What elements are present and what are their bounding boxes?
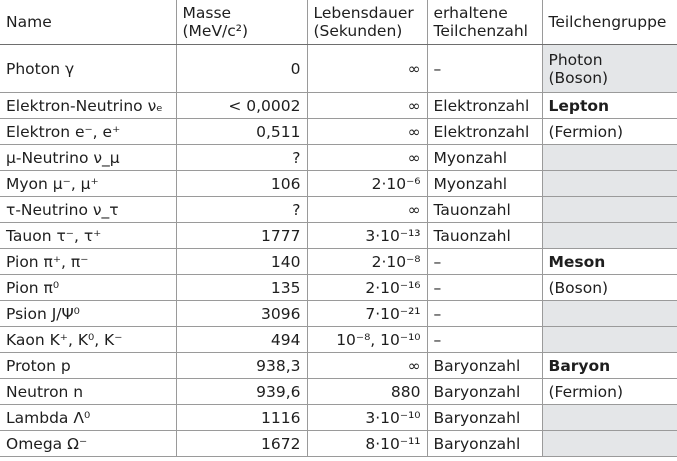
header-conserved-number: erhaltene Teilchenzahl <box>427 0 542 45</box>
cell-name: Elektron e⁻, e⁺ <box>0 119 176 145</box>
cell-mass: 0,511 <box>176 119 307 145</box>
cell-name: Tauon τ⁻, τ⁺ <box>0 223 176 249</box>
cell-name: Photon γ <box>0 45 176 93</box>
cell-group <box>542 145 677 171</box>
table-row <box>0 197 677 223</box>
cell-mass: 1777 <box>176 223 307 249</box>
table-row <box>0 275 677 301</box>
cell-mass: 1672 <box>176 431 307 457</box>
cell-lifetime: ∞ <box>307 93 427 119</box>
cell-name: Myon μ⁻, μ⁺ <box>0 171 176 197</box>
cell-group <box>542 327 677 353</box>
table-row <box>0 45 677 93</box>
table-row <box>0 145 677 171</box>
table-row <box>0 327 677 353</box>
cell-group: (Fermion) <box>542 119 677 145</box>
cell-mass: 140 <box>176 249 307 275</box>
cell-lifetime: 8·10⁻¹¹ <box>307 431 427 457</box>
cell-lifetime: 2·10⁻⁸ <box>307 249 427 275</box>
table-row <box>0 301 677 327</box>
cell-conserved: – <box>427 327 542 353</box>
cell-conserved: Tauonzahl <box>427 223 542 249</box>
cell-group: (Boson) <box>542 275 677 301</box>
cell-lifetime: ∞ <box>307 119 427 145</box>
cell-conserved: Baryonzahl <box>427 431 542 457</box>
table-row <box>0 171 677 197</box>
cell-lifetime: 3·10⁻¹⁰ <box>307 405 427 431</box>
header-lifetime: Lebensdauer (Sekunden) <box>307 0 427 45</box>
cell-conserved: Elektronzahl <box>427 119 542 145</box>
table-row <box>0 353 677 379</box>
cell-group <box>542 223 677 249</box>
table-row <box>0 223 677 249</box>
cell-group <box>542 431 677 457</box>
cell-mass: 106 <box>176 171 307 197</box>
cell-group: (Fermion) <box>542 379 677 405</box>
cell-lifetime: 880 <box>307 379 427 405</box>
cell-lifetime: 7·10⁻²¹ <box>307 301 427 327</box>
table-row <box>0 405 677 431</box>
cell-name: Pion π⁰ <box>0 275 176 301</box>
cell-lifetime: 3·10⁻¹³ <box>307 223 427 249</box>
cell-mass: 135 <box>176 275 307 301</box>
cell-group: Photon (Boson) <box>542 45 677 93</box>
cell-group: Lepton <box>542 93 677 119</box>
cell-conserved: Baryonzahl <box>427 353 542 379</box>
table-row <box>0 93 677 119</box>
cell-name: Kaon K⁺, K⁰, K⁻ <box>0 327 176 353</box>
cell-name: Psion J/Ψ⁰ <box>0 301 176 327</box>
cell-lifetime: 2·10⁻⁶ <box>307 171 427 197</box>
cell-mass: 0 <box>176 45 307 93</box>
table-row <box>0 249 677 275</box>
cell-lifetime: ∞ <box>307 353 427 379</box>
cell-name: Elektron-Neutrino νₑ <box>0 93 176 119</box>
cell-lifetime: 10⁻⁸, 10⁻¹⁰ <box>307 327 427 353</box>
cell-name: Omega Ω⁻ <box>0 431 176 457</box>
cell-lifetime: ∞ <box>307 197 427 223</box>
cell-mass: 939,6 <box>176 379 307 405</box>
cell-conserved: – <box>427 249 542 275</box>
cell-conserved: – <box>427 275 542 301</box>
cell-mass: ? <box>176 145 307 171</box>
cell-group <box>542 301 677 327</box>
cell-conserved: Myonzahl <box>427 171 542 197</box>
cell-conserved: – <box>427 45 542 93</box>
cell-mass: 1116 <box>176 405 307 431</box>
header-mass: Masse (MeV/c²) <box>176 0 307 45</box>
cell-lifetime: ∞ <box>307 145 427 171</box>
cell-conserved: Elektronzahl <box>427 93 542 119</box>
header-row <box>0 0 677 45</box>
cell-name: τ-Neutrino ν_τ <box>0 197 176 223</box>
cell-mass: < 0,0002 <box>176 93 307 119</box>
cell-name: μ-Neutrino ν_μ <box>0 145 176 171</box>
cell-name: Proton p <box>0 353 176 379</box>
table-row <box>0 431 677 457</box>
cell-conserved: – <box>427 301 542 327</box>
cell-conserved: Baryonzahl <box>427 405 542 431</box>
cell-mass: ? <box>176 197 307 223</box>
cell-lifetime: 2·10⁻¹⁶ <box>307 275 427 301</box>
cell-mass: 494 <box>176 327 307 353</box>
cell-group: Meson <box>542 249 677 275</box>
cell-name: Pion π⁺, π⁻ <box>0 249 176 275</box>
cell-group <box>542 171 677 197</box>
header-name: Name <box>0 0 176 45</box>
cell-group: Baryon <box>542 353 677 379</box>
table-row <box>0 119 677 145</box>
cell-conserved: Baryonzahl <box>427 379 542 405</box>
cell-group <box>542 197 677 223</box>
cell-mass: 3096 <box>176 301 307 327</box>
cell-conserved: Myonzahl <box>427 145 542 171</box>
header-group: Teilchengruppe <box>542 0 677 45</box>
cell-name: Neutron n <box>0 379 176 405</box>
cell-lifetime: ∞ <box>307 45 427 93</box>
cell-name: Lambda Λ⁰ <box>0 405 176 431</box>
cell-mass: 938,3 <box>176 353 307 379</box>
table-row <box>0 379 677 405</box>
cell-conserved: Tauonzahl <box>427 197 542 223</box>
cell-group <box>542 405 677 431</box>
